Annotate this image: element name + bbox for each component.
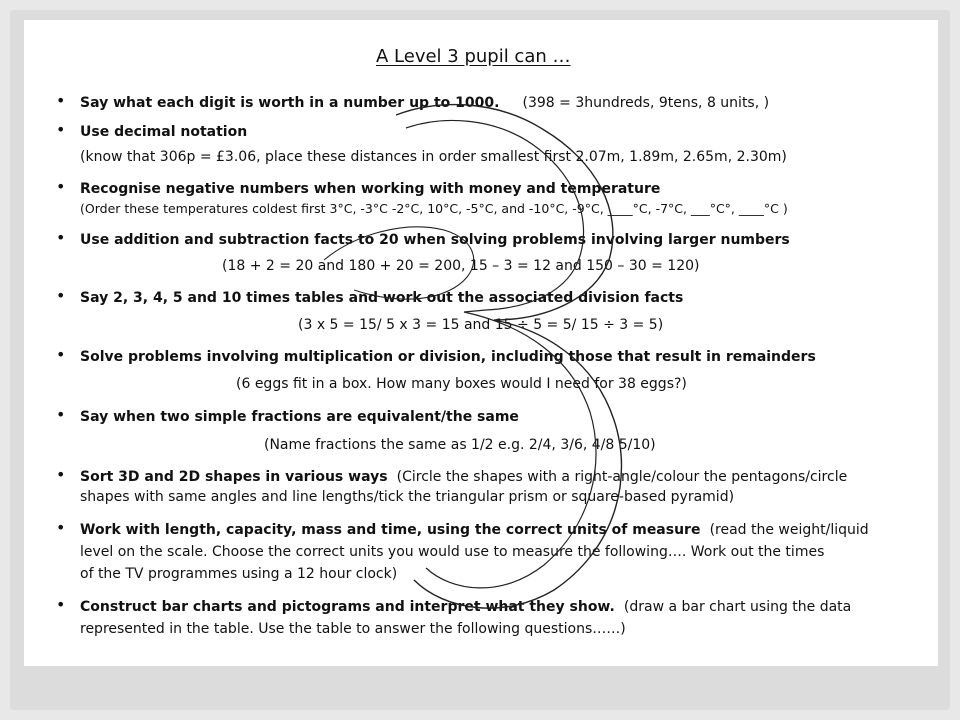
item-example: (Circle the shapes with a right-angle/colour the pentagons/circle: [396, 469, 848, 485]
bullet: •: [56, 228, 66, 247]
document-page: [24, 20, 938, 666]
bullet: •: [56, 286, 66, 305]
item-detail: (Name fractions the same as 1/2 e.g. 2/4, 3/6, 4/8 5/10): [264, 437, 656, 453]
item-heading: Use decimal notation: [80, 124, 248, 140]
bullet: •: [56, 91, 66, 110]
bullet: •: [56, 595, 66, 614]
item-detail: (18 + 2 = 20 and 180 + 20 = 200, 15 – 3 = 12 and 150 – 30 = 120): [222, 258, 700, 274]
sketch-loop-stroke: [324, 227, 474, 299]
item-heading: Solve problems involving multiplication or division, including those that result in remainders: [80, 349, 816, 365]
item-heading: Construct bar charts and pictograms and interpret what they show.: [80, 599, 615, 615]
bullet: •: [56, 518, 66, 537]
bullet: •: [56, 120, 66, 139]
item-heading: Work with length, capacity, mass and time, using the correct units of measure: [80, 522, 701, 538]
item-example: (398 = 3hundreds, 9tens, 8 units, ): [522, 95, 770, 111]
item-detail: (know that 306p = £3.06, place these distances in order smallest first 2.07m, 1.89m, 2.65m, 2.30m): [80, 149, 787, 165]
item-detail: represented in the table. Use the table to answer the following questions……): [80, 621, 626, 637]
bullet: •: [56, 405, 66, 424]
bullet: •: [56, 177, 66, 196]
item-example: (draw a bar chart using the data: [623, 599, 852, 615]
item-example: (read the weight/liquid: [709, 522, 869, 538]
item-heading: Say when two simple fractions are equivalent/the same: [80, 409, 519, 425]
item-heading: Sort 3D and 2D shapes in various ways: [80, 469, 388, 485]
item-detail: (Order these temperatures coldest first 3°C, -3°C -2°C, 10°C, -5°C, and -10°C, -9°C, ____°C, -7°C, ___°C°, ____°C ): [80, 201, 788, 216]
item-heading: Use addition and subtraction facts to 20 when solving problems involving larger numbers: [80, 232, 790, 248]
item-detail: (3 x 5 = 15/ 5 x 3 = 15 and 15 ÷ 5 = 5/ 15 ÷ 3 = 5): [298, 317, 664, 333]
item-heading: Recognise negative numbers when working with money and temperature: [80, 181, 661, 197]
item-detail: (6 eggs fit in a box. How many boxes would I need for 38 eggs?): [236, 376, 687, 392]
item-detail: level on the scale. Choose the correct units you would use to measure the following…. Work out the times: [80, 544, 825, 560]
bullet: •: [56, 465, 66, 484]
page-title: A Level 3 pupil can …: [376, 46, 571, 67]
sketch-inner-stroke: [406, 120, 596, 587]
bullet: •: [56, 345, 66, 364]
item-heading: Say what each digit is worth in a number up to 1000.: [80, 95, 500, 111]
handdrawn-three-sketch: [24, 20, 938, 666]
sketch-outer-stroke: [396, 105, 622, 609]
item-heading: Say 2, 3, 4, 5 and 10 times tables and work out the associated division facts: [80, 290, 684, 306]
item-detail: shapes with same angles and line lengths/tick the triangular prism or square-based pyramid): [80, 489, 735, 505]
item-detail: of the TV programmes using a 12 hour clock): [80, 566, 398, 582]
